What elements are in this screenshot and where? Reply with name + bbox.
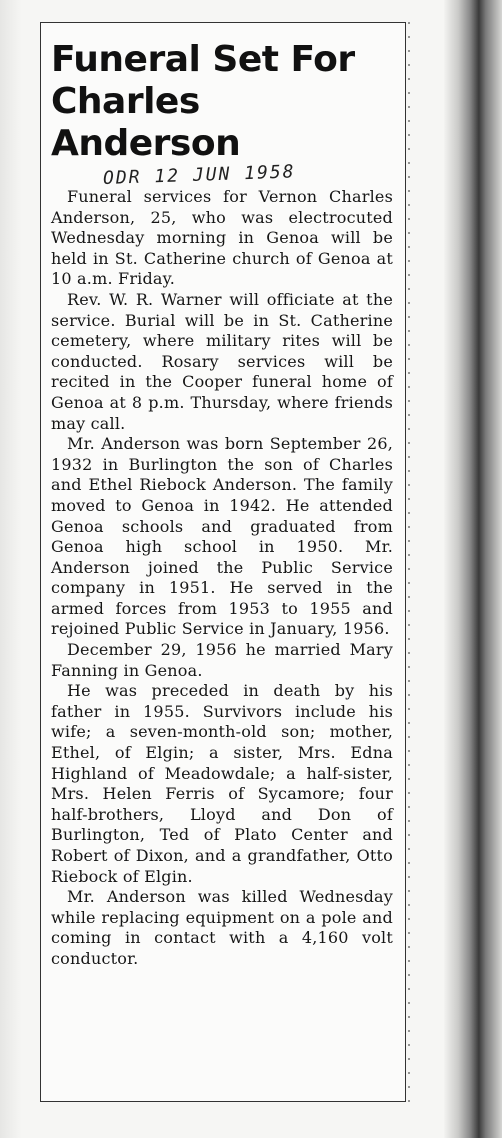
clipping-cut-edge [408,22,410,1102]
article-paragraph: Mr. Anderson was born September 26, 1932 in Burlington the son of Charles and Ethel Riebock Anderson. The family moved to Genoa in 1942. He attended Genoa schools and graduated from Genoa high school in 1950. Mr. Anderson joined the Public Service company in 1951. He served in the armed forces from 1953 to 1955 and rejoined Public Service in January, 1956. [51,434,393,639]
article-paragraph: Funeral services for Vernon Charles Anderson, 25, who was electrocuted Wednesday morning in Genoa will be held in St. Catherine church of Genoa at 10 a.m. Friday. [51,187,393,289]
article-paragraph: Mr. Anderson was killed Wednesday while replacing equipment on a pole and coming in contact with a 4,160 volt conductor. [51,887,393,968]
article-body [51,187,393,970]
headline-line-1: Funeral Set For [51,39,355,80]
headline-line-2: Charles Anderson [51,81,241,164]
article-paragraph: He was preceded in death by his father in 1955. Survivors include his wife; a seven-month-old son; mother, Ethel, of Elgin; a sister, Mrs. Edna Highland of Meadowdale; a half-sister, Mrs. Helen Ferris of Sycamore; four half-brothers, Lloyd and Don of Burlington, Ted of Plato Center and Robert of Dixon, and a grandfather, Otto Riebock of Elgin. [51,681,393,886]
article-headline [51,39,393,165]
scan-edge-left [0,0,22,1138]
scan-edge-right [444,0,502,1138]
article-paragraph: December 29, 1956 he married Mary Fanning in Genoa. [51,640,393,680]
handwritten-date-note: ODR 12 JUN 1958 [102,161,296,190]
article-paragraph: Rev. W. R. Warner will officiate at the service. Burial will be in St. Catherine cemetery, where military rites will be conducted. Rosary services will be recited in the Cooper funeral home of Genoa at 8 p.m. Thursday, where friends may call. [51,289,393,433]
newspaper-clipping [40,22,406,1102]
